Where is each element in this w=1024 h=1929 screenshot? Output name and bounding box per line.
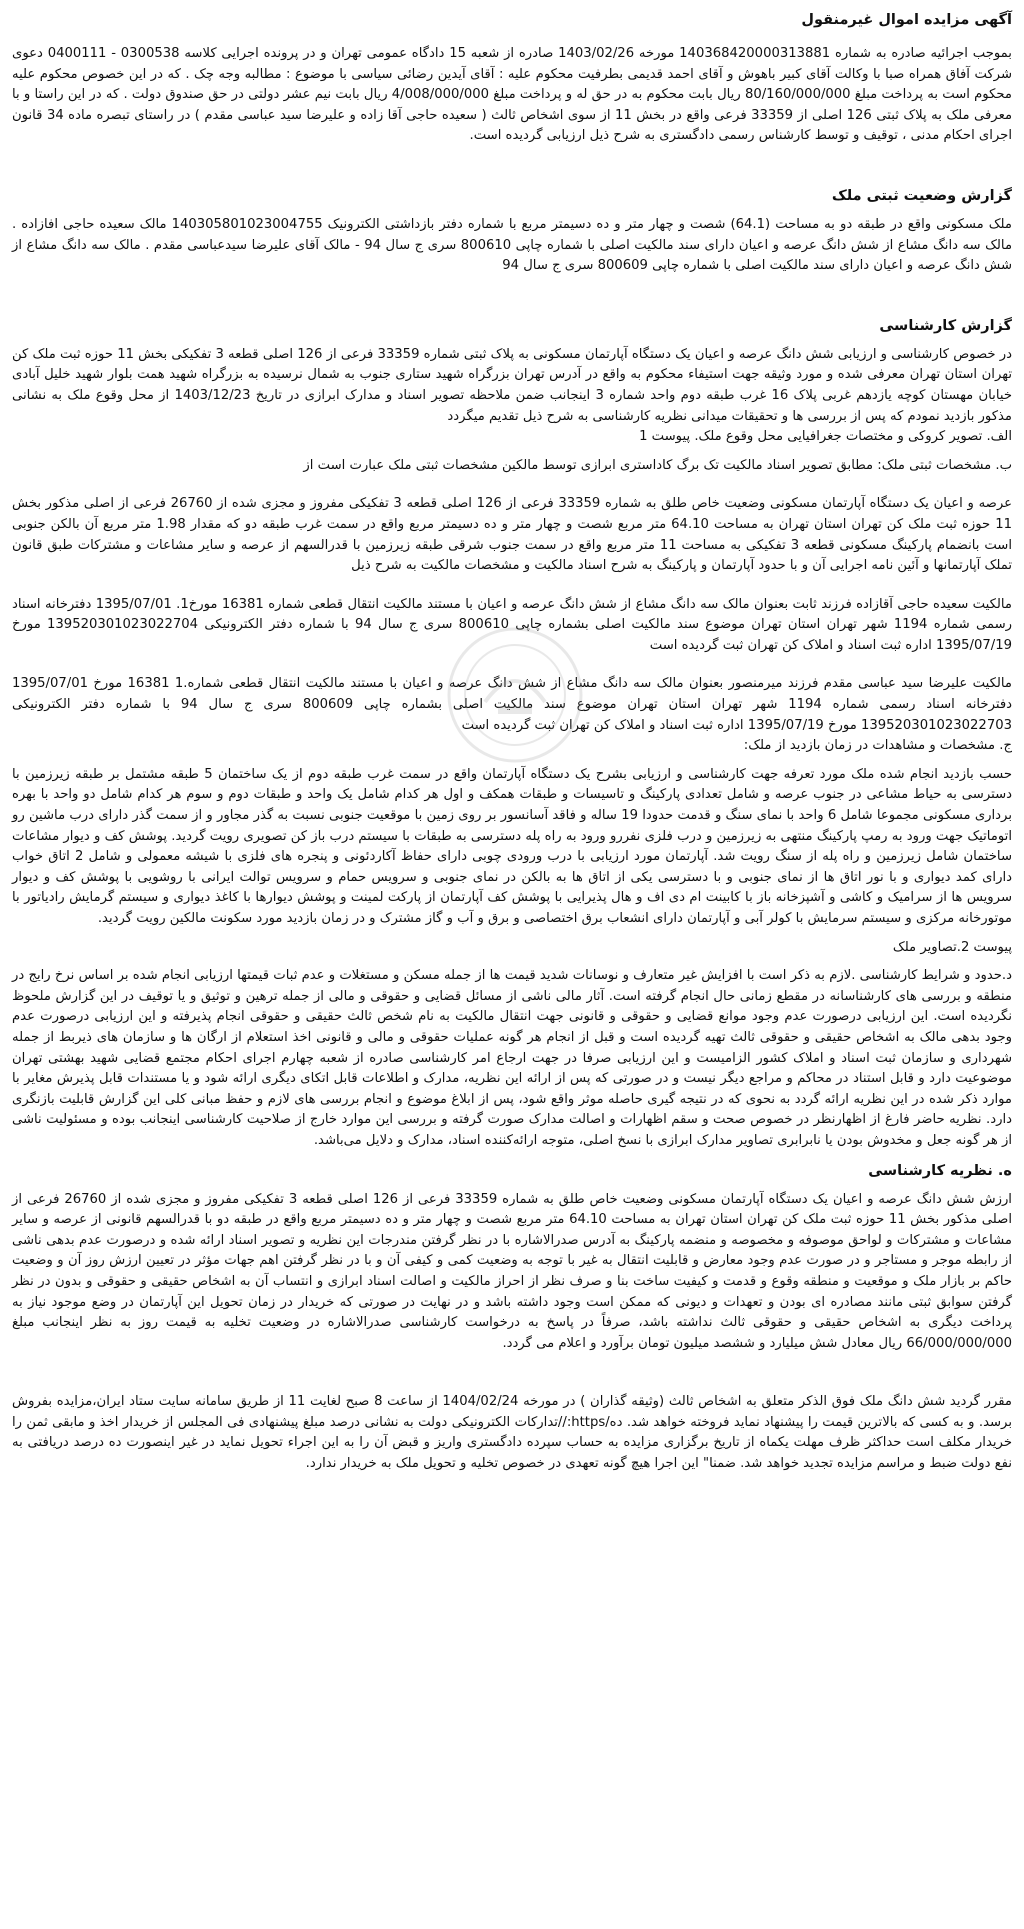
- owner-2-paragraph: مالکیت علیرضا سید عباسی مقدم فرزند میرمنصور بعنوان مالک سه دانگ مشاع از شش دانگ عرصه و اعیان با مستند مالکیت انتقال قطعی شماره.1 16381 مورخ 1395/07/01 دفترخانه اسناد رسمی شماره 1194 شهر تهران استان تهران موضوع سند مالکیت اصلی بشماره چاپی 800609 سری ج سال 94 با شماره دفتر الکترونیکی 139520301023022703 مورخ 1395/07/19 اداره ثبت اسناد و املاک کن تهران ثبت گردیده است: [12, 676, 1013, 733]
- expert-paragraph-1: در خصوص کارشناسی و ارزیابی شش دانگ عرصه و اعیان یک دستگاه آپارتمان مسکونی به پلاک ثبتی شماره 33359 فرعی از 126 اصلی قطعه 3 تفکیکی بخش 11 حوزه ثبت ملک کن تهران استان تهران معرفی شده و مورد وثیقه جهت استیفاء محکوم به واقع در آدرس تهران بزرگراه شهید ستاری جنوب به شمال نرسیده به بزرگراه شهید همت بلوار شهید خلیل آبادی خیابان مهستان کوچه یازدهم غربی پلاک 16 غرب طبقه دوم واحد شماره 3 اینجانب ضمن ملاحظه تصویر اسناد و مدارک ابرازی در تاریخ 1403/12/23 از محل وقوع ملک به نشانی مذکور بازدید نمودم که پس از بررسی ها و تحقیقات میدانی نظریه کارشناسی به شرح ذیل تقدیم میگردد: [12, 346, 1012, 424]
- appendix-2-label: پیوست 2.تصاویر ملک: [892, 939, 1012, 955]
- observations-paragraph: حسب بازدید انجام شده ملک مورد تعرفه جهت کارشناسی و ارزیابی بشرح یک دستگاه آپارتمان واقع در سمت غرب طبقه دوم از یک ساختمان 5 طبقه مشتمل بر طبقه زیرزمین با دسترسی به حیاط مشاعی در جنوب عرصه و شامل تعدادی پارکینگ و تاسیسات و طبقات همکف و اول هر کدام شامل یک واحد و طبقات دوم و سوم هر کدام شامل دو واحد با بهره برداری مسکونی مجموعا شامل 6 واحد با نمای سنگ و قدمت حدودا 19 ساله و فاقد آسانسور بر روی زمین با موقعیت جنوبی نسبت به گذر مجاور و از سمت گذر دارای درب ماشین رو اتوماتیک جهت ورود به رمپ پارکینگ منتهی به زیرزمین و درب فلزی نفررو ورود به راه پله دسترسی به طبقات با سیستم درب باز کن تصویری رویت گردید. پوشش کف و دیوار مشاعات ساختمان شامل زیرزمین و راه پله از سنگ رویت شد. آپارتمان مورد ارزیابی با درب ورودی چوبی دارای حفاظ آکاردئونی و پنجره های فلزی با شیشه معمولی و شامل 2 اتاق خواب دارای کمد دیواری و با نور اتاق ها از نمای جنوبی و با دسترسی یکی از اتاق ها به بالکن در نمای جنوبی و سرویس حمام و سرویس توالت ایرانی با روشویی با پوشش کف و دیوار سرویس ها از سرامیک و کاشی و آشپزخانه باز با کابینت ام دی اف و هال پذیرایی با پوشش کف آپارتمان از پارکت لمینت و پوشش دیوارها با کاغذ دیواری و سیستم گرمایش رادیاتور با موتورخانه مرکزی و سیستم سرمایش با کولر آبی و آپارتمان دارای انشعاب برق اختصاصی و برق و آب و گاز مشترک و در زمان بازدید مورد سکونت مالکین رویت گردید.: [12, 766, 1012, 926]
- auction-terms-paragraph: مقرر گردید شش دانگ ملک فوق الذکر متعلق به اشخاص ثالث (وثیقه گذاران ) در مورخه 1404/02/24 از ساعت 8 صبح لغایت 11 از طریق سامانه سایت ستاد ایران،مزایده بفروش برسد. و به کسی که بالاترین قیمت را پیشنهاد نماید فروخته خواهد شد. ده/https://تدارکات الکترونیکی دولت به نشانی درصد مبلغ پیشنهادی فی المجلس از خریدار اخذ و مابقی ثمن را خریدار مکلف است حداکثر ظرف مهلت یکماه از تاریخ برگزاری مزایده به حساب سپرده دادگستری واریز و قبض آن را به این اجراء تحویل نماید در غیر اینصورت ده درصد دریافتی به نفع دولت ضبط و مراسم مزایده تجدید خواهد شد. ضمنا" این اجرا هیچ گونه تعهدی در خصوص تخلیه و تحویل ملک به خریدار ندارد.: [12, 1394, 1012, 1472]
- section-be: ب. مشخصات ثبتی ملک: مطابق تصویر اسناد مالکیت تک برگ کاداستری ابرازی توسط مالکین مشخصات ثبتی ملک عبارت است از: [303, 457, 1012, 473]
- expert-paragraph-2: عرصه و اعیان یک دستگاه آپارتمان مسکونی وضعیت خاص طلق به شماره 33359 فرعی از 126 اصلی قطعه 3 تفکیکی مفروز و مجزی شده از 26760 فرعی از اصلی مذکور بخش 11 حوزه ثبت ملک کن تهران استان تهران به مساحت 64.10 متر مربع شصت و چهار متر و ده دسیمتر مربع واقع در سمت غرب طبقه دو که مقدار 1.98 متر مربع آن بالکن جنوبی است بانضمام پارکینگ مسکونی قطعه 3 تفکیکی به مساحت 11 متر مربع واقع در سمت جنوب شرقی طبقه زیرزمین با قدرالسهم از عرصه و سایر مشاعات و مشترکات طبق قانون تملک آپارتمانها و آئین نامه اجرایی آن و با حدود آپارتمان و پارکینگ به شرح اسناد مالکیت و مشخصات مالکیت به شرح ذیل: [12, 496, 1012, 574]
- registry-section: [12, 185, 1012, 277]
- section-dal: د.حدود و شرایط کارشناسی .لازم به ذکر است با افزایش غیر متعارف و نوسانات شدید قیمت ها از جمله مسکن و مستغلات و عدم ثبات قیمتها ارزیابی انجام شده بر اساس نرخ رایج در منطقه و بررسی های کارشناسانه در مقطع زمانی حال انجام گرفته است. آثار مالی ناشی از مسائل قضایی و حقوقی و مالی از جمله ترهین و توثیق و یا توقیف در این گزارش ملحوظ نگردیده است. این ارزیابی درصورت عدم وجود موانع قضایی و حقوقی و قانونی جهت انتقال مالکیت به نام شخص ثالث حقیقی و حقوقی انجام پذیرفته و این ارزیابی درصورت عدم وجود بدهی مالک به اشخاص حقیقی و حقوقی ثالث تهیه گردیده است و قبل از انجام هر گونه عملیات حقوقی و مالی و قانونی اخذ استعلام از ارگان ها و سازمان های ذیربط از جمله شهرداری و سازمان ثبت اسناد و املاک کشور الزامیست و این ارزیابی صرفا در جهت ارجاع امر کارشناسی صادره از شعبه چهارم اجرای احکام مجتمع قضایی شهید بهشتی تهران موضوعیت دارد و قابل استناد در محاکم و مراجع دیگر نیست و در صورتی که پس از ارائه این نظریه، مدارک و اطلاعات قابل اتکای دیگری ارائه شود و یا مستندات قابل پذیرش مغایر با موارد ذکر شده در این نظریه ارائه گردد به نحوی که در نتیجه گیری حاصله موثر واقع شود، پس از ابلاغ موضوع و انجام بررسی های لازم و حفظ مبانی کلی این گزارش قابلیت بازنگری دارد. نظریه حاضر فارغ از اظهارنظر در خصوص صحت و سقم اظهارات و اصالت مدارک صورت گرفته و بررسی این موارد خارج از صلاحیت کارشناسی اینجانب بوده و مسئولیت ناشی از هر گونه جعل و مخدوش بودن یا نابرابری تصاویر مدارک ابرازی با نسخ اصلی، متوجه ارائه‌کننده اسناد، مدارک و دلایل می‌باشد.: [12, 968, 1012, 1148]
- owner-1-paragraph: مالکیت سعیده حاجی آقازاده فرزند ثابت بعنوان مالک سه دانگ مشاع از شش دانگ عرصه و اعیان با مستند مالکیت انتقال قطعی شماره 16381 مورخ1. 1395/07/01 دفترخانه اسناد رسمی شماره 1194 شهر تهران استان تهران موضوع سند مالکیت اصلی بشماره چاپی 800610 سری ج سال 94 با شماره دفتر الکترونیکی 139520301023022704 مورخ 1395/07/19 اداره ثبت اسناد و املاک کن تهران ثبت گردیده است: [12, 596, 1012, 653]
- section-he: ه. نظریه کارشناسی: [868, 1162, 1012, 1179]
- registry-heading: گزارش وضعیت ثبتی ملک: [831, 187, 1012, 204]
- expert-heading: گزارش کارشناسی: [879, 317, 1012, 334]
- section-alef: الف. تصویر کروکی و مختصات جغرافیایی محل وقوع ملک. پیوست 1: [639, 429, 1012, 445]
- intro-paragraph: بموجب اجرائیه صادره به شماره 140368420000313881 مورخه 1403/02/26 صادره از شعبه 15 دادگاه عمومی تهران و در پرونده اجرایی کلاسه 0300538 - 0400111 دعوی شرکت آفاق همراه صبا با وکالت آقای کبیر باهوش و آقای احمد قدیمی بطرفیت محکوم علیه : آقای آیدین رضائی سیاسی با موضوع : مطالبه وجه چک . که در این خصوص محکوم علیه محکوم است به پرداخت مبلغ 80/160/000/000 ریال بابت محکوم به در حق له و پرداخت مبلغ 4/008/000/000 ریال بابت نیم عشر دولتی در حق صندوق دولت . که در این راستا و با معرفی ملک به پلاک ثبتی 126 اصلی از 33359 فرعی واقع در بخش 11 از سوی اشخاص ثالث ( سعیده حاجی آقا زاده و علیرضا سید عباسی مقدم ) در راستای تبصره ماده 34 قانون اجرای احکام مدنی ، توقیف و توسط کارشناس رسمی دادگستری به شرح ذیل ارزیابی گردیده است.: [12, 46, 1013, 144]
- expert-section: [12, 315, 1012, 1355]
- document-title: آگهی مزایده اموال غیرمنقول: [801, 12, 1012, 28]
- registry-paragraph: ملک مسکونی واقع در طبقه دو به مساحت (64.1) شصت و چهار متر و ده دسیمتر مربع با شماره دفتر بازداشتی الکترونیک 140305801023004755 مالک سعیده حاجی افازاده . مالک سه دانگ مشاع از شش دانگ عرصه و اعیان دارای سند مالکیت اصلی با شماره چاپی 800610 سری ج سال 94 - مالک آقای علیرضا سیدعباسی مقدم . مالک سه دانگ مشاع از شش دانگ عرصه و اعیان دارای سند مالکیت اصلی با شماره چاپی 800609 سری ج سال 94: [12, 216, 1013, 274]
- valuation-paragraph: ارزش شش دانگ عرصه و اعیان یک دستگاه آپارتمان مسکونی وضعیت خاص طلق به شماره 33359 فرعی از 126 اصلی قطعه 3 تفکیکی مفروز و مجزی شده از 26760 فرعی از اصلی مذکور بخش 11 حوزه ثبت ملک کن تهران استان تهران به مساحت 64.10 متر مربع شصت و چهار متر و ده دسیمتر مربع واقع در طبقه دو با قدرالسهم قانونی از عرصه و سایر مشاعات و مشترکات و لواحق موصوفه و مخصوصه و منضمه پارکینگ به آدرس صدرالاشاره با در نظر گرفتن مندرجات این نظریه و تصویر اسناد ارائه شده و درصورت عدم بدهی ناشی از رابطه موجر و مستاجر و در صورت عدم وجود معارض و قابلیت انتقال به غیر با توجه به وضعیت کمی و کیفی آن و با در نظر گرفتن اهم جهات مؤثر در تعیین ارزش روز آن و وضعیت حاکم بر بازار ملک و موقعیت و منطقه وقوع و قدمت و کیفیت ساخت بنا و صرف نظر از احراز مالکیت و اصالت اسناد ابرازی و انتساب آن به اشخاص حقیقی و حقوقی و بدون در نظر گرفتن سوابق ثبتی مانند مصادره ای بودن و تعهدات و دیونی که ممکن است وجود داشته باشد و در نهایت در صورتی که خریدار در زمان تحویل این آپارتمان در وضع موجود نیاز به پرداخت دیگری به اشخاص حقیقی و حقوقی ثالث نداشته باشد، صرفاً در پاسخ به درخواست کارشناسی صدرالاشاره در وضعیت تخلیه به قیمت روز به نظر اینجانب مبلغ 66/000/000/000 ریال معادل شش میلیارد و ششصد میلیون تومان برآورد و اعلام می گردد.: [12, 1191, 1012, 1351]
- section-jim: ج. مشخصات و مشاهدات در زمان بازدید از ملک:: [743, 738, 1012, 754]
